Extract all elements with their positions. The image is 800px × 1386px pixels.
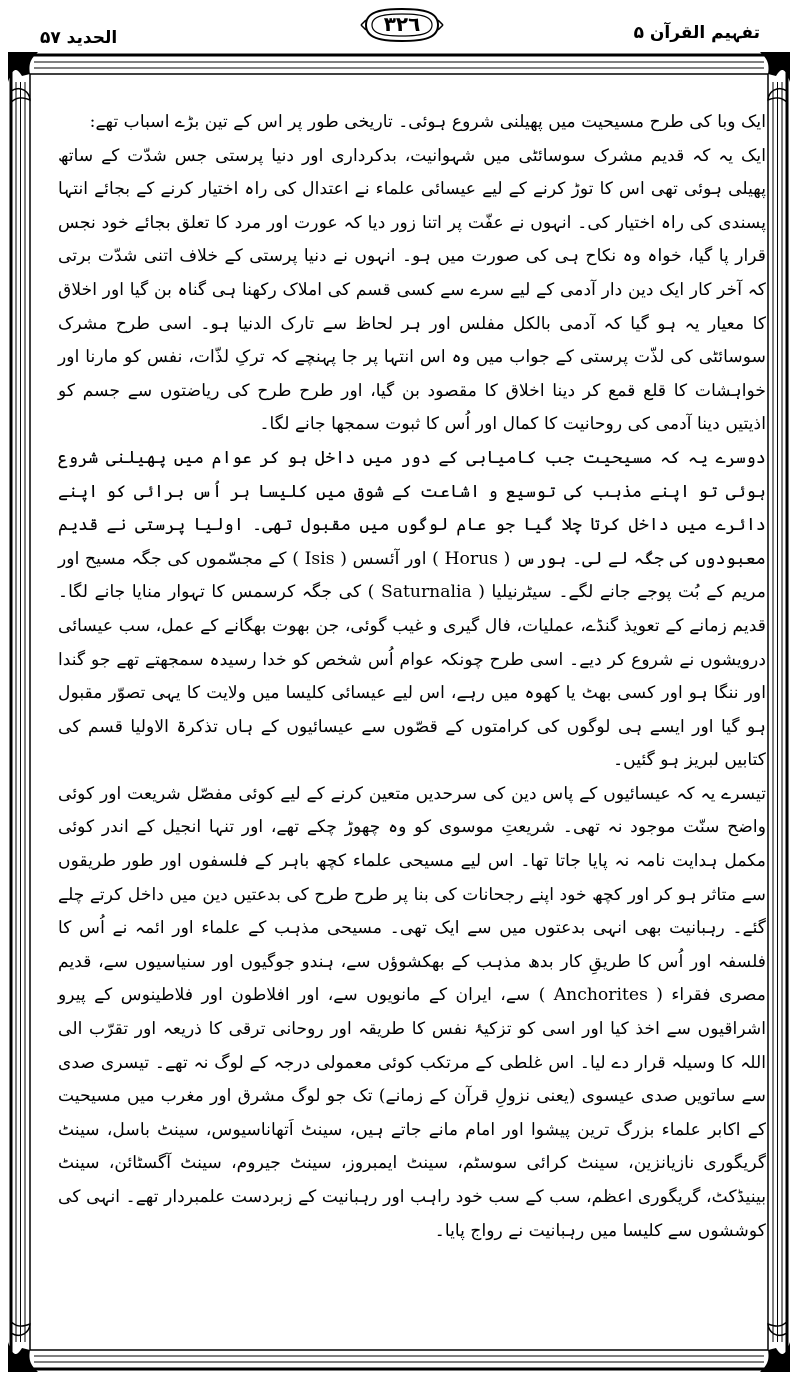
page-number-badge	[360, 6, 444, 44]
paragraph-third-reason: تیسرے یہ کہ عیسائیوں کے پاس دین کی سرحدیں متعین کرنے کے لیے کوئی مفصّل شریعت اور کوئی واضح سنّت موجود نہ تھی۔ شریعتِ موسوی کو وہ چھوڑ چکے تھے، اور تنہا انجیل کے اندر کوئی مکمل ہدایت نامہ نہ پایا جاتا تھا۔ اس لیے مسیحی علماء کچھ باہر کے فلسفوں اور طور طریقوں سے متاثر ہو کر اور کچھ خود اپنے رجحانات کی بنا پر طرح طرح کی بدعتیں دین میں داخل کرتے چلے گئے۔ رہبانیت بھی انہی بدعتوں میں سے ایک تھی۔ مسیحی مذہب کے علماء اور ائمہ نے اُس کا فلسفہ اور اُس کا طریقِ کار بدھ مذہب کے بھکشوؤں سے، ہندو جوگیوں اور سنیاسیوں سے، قدیم مصری فقراء ( Anchorites ) سے، ایران کے مانویوں سے، اور افلاطون اور فلاطینوس کے پیرو اشراقیوں سے اخذ کیا اور اسی کو تزکیۂ نفس کا طریقہ اور روحانی ترقی کا ذریعہ اور تقرّب الی اللہ کا وسیلہ قرار دے لیا۔ اس غلطی کے مرتکب کوئی معمولی درجہ کے لوگ نہ تھے۔ تیسری صدی سے ساتویں صدی عیسوی (یعنی نزولِ قرآن کے زمانے) تک جو لوگ مشرق اور مغرب میں مسیحیت کے اکابر علماء بزرگ ترین پیشوا اور امام مانے جاتے ہیں، سینٹ اَتھاناسیوس، سینٹ باسل، سینٹ گریگوری نازیانزین، سینٹ کرائی سوسٹم، سینٹ ایمبروز، سینٹ جیروم، سینٹ آگسٹائن، سینٹ بینیڈکٹ، گریگوری اعظم، سب کے سب خود راہب اور رہبانیت کے زبردست علمبردار تھے۔ انہی کی کوششوں سے کلیسا میں رہبانیت نے رواج پایا۔	[58, 783, 766, 1241]
page-number: ٣٢٦	[383, 12, 421, 36]
paragraph-first-reason: ایک یہ کہ قدیم مشرک سوسائٹی میں شہوانیت، بدکرداری اور دنیا پرستی جس شدّت کے ساتھ پھیلی ہوئی تھی اس کا توڑ کرنے کے لیے عیسائی علماء نے اعتدال کی راہ اختیار کرنے کے بجائے انتہا پسندی کی راہ اختیار کی۔ انہوں نے عفّت پر اتنا زور دیا کہ عورت اور مرد کا تعلق بجائے خود نجس قرار پا گیا، خواہ وہ نکاح ہی کی صورت میں ہو۔ انہوں نے دنیا پرستی کے خلاف اتنی شدّت برتی کہ آخر کار ایک دین دار آدمی کے لیے سرے سے کسی قسم کی املاک رکھنا ہی گناہ بن گیا اور اخلاق کا معیار یہ ہو گیا کہ آدمی بالکل مفلس اور ہر لحاظ سے تارک الدنیا ہو۔ اسی طرح مشرک سوسائٹی کی لذّت پرستی کے جواب میں وہ اس انتہا پر جا پہنچے کہ ترکِ لذّات، نفس کو مارنا اور خواہشات کا قلع قمع کر دینا اخلاق کا مقصود بن گیا، اور طرح طرح کی ریاضتوں سے جسم کو اذیتیں دینا آدمی کی روحانیت کا کمال اور اُس کا ثبوت سمجھا جانے لگا۔	[58, 145, 766, 435]
page-header	[20, 6, 780, 52]
paragraph-intro: ایک وبا کی طرح مسیحیت میں پھیلنی شروع ہوئی۔ تاریخی طور پر اس کے تین بڑے اسباب تھے:	[89, 112, 766, 132]
paragraph-second-reason: دوسرے یہ کہ مسیحیت جب کامیابی کے دور میں داخل ہو کر عوام میں پھیلنی شروع ہوئی تو اپنے مذہب کی توسیع و اشاعت کے شوق میں کلیسا ہر اُس برائی کو اپنے دائرے میں داخل کرتا چلا گیا جو عام لوگوں میں مقبول تھی۔ اولیا پرستی نے قدیم معبودوں کی جگہ لے لی۔ ہورس ( Horus ) اور آئسس ( Isis ) کے مجسّموں کی جگہ مسیح اور مریم کے بُت پوجے جانے لگے۔ سیٹرنیلیا ( Saturnalia ) کی جگہ کرسمس کا تہوار منایا جانے لگا۔ قدیم زمانے کے تعویذ گنڈے، عملیات، فال گیری و غیب گوئی، جن بھوت بھگانے کے عمل، سب عیسائی درویشوں نے شروع کر دیے۔ اسی طرح چونکہ عوام اُس شخص کو خدا رسیدہ سمجھتے تھے جو گندا اور ننگا ہو اور کسی بھٹ یا کھوہ میں رہے، اس لیے عیسائی کلیسا میں ولایت کا یہی تصوّر مقبول ہو گیا اور ایسے ہی لوگوں کی کرامتوں کے قصّوں سے عیسائیوں کے ہاں تذکرۃ الاولیا قسم کی کتابیں لبریز ہو گئیں۔	[58, 447, 766, 771]
page-body	[58, 106, 766, 1356]
surah-reference: الحدید ۵۷	[40, 28, 118, 48]
book-title: تفہیم القرآن ۵	[633, 23, 760, 43]
